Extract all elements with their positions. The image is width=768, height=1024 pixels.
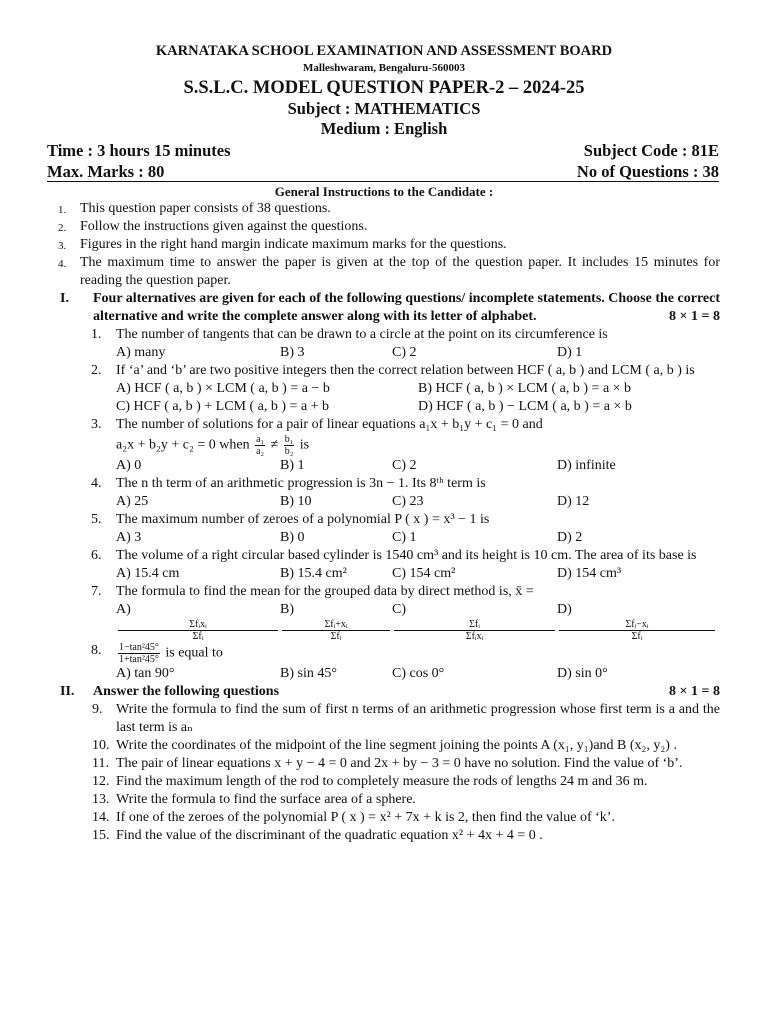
question-13: 13. Write the formula to find the surface area of a sphere. [92, 792, 416, 807]
question-12: 12. Find the maximum length of the rod to completely measure the rods of lengths 24 m and 36 m. [92, 774, 648, 789]
tan-fraction: $\frac{\text{1−tan²45°}}{\text{1+tan²45°}}$ [119, 642, 159, 665]
options-6 [116, 565, 720, 583]
medium-line: Medium : English [320, 119, 448, 138]
option-a: A) 0 [116, 458, 142, 473]
meta-row-marks [47, 162, 719, 182]
time-label: Time : 3 hours 15 minutes [47, 141, 231, 160]
header-divider [47, 181, 719, 182]
ratio-a: $\frac{\text{a₁}}{\text{a₂}}$ [256, 434, 265, 457]
section-2-header [60, 683, 720, 701]
section-instruction: Answer the following questions [93, 684, 280, 699]
options-4 [116, 493, 720, 511]
option-d: D) infinite [557, 458, 616, 473]
option-c: C) 154 cm² [392, 566, 456, 581]
option-c: C) 2 [392, 345, 417, 360]
board-address: Malleshwaram, Bengaluru-560003 [303, 62, 465, 74]
options-1 [116, 344, 720, 362]
option-d: D) 154 cm³ [557, 566, 622, 581]
meta-row-time [47, 141, 719, 161]
instruction-item: 3. Figures in the right hand margin indicate maximum marks for the questions. [58, 237, 507, 252]
section-1-header [60, 290, 720, 326]
option-c: C) Σfᵢ Σfᵢxᵢ [392, 601, 557, 642]
instructions-title: General Instructions to the Candidate : [274, 184, 494, 199]
option-b: B) HCF ( a, b ) × LCM ( a, b ) = a × b [418, 381, 632, 396]
section-number: II. [60, 684, 75, 699]
option-b: B) sin 45° [280, 666, 337, 681]
option-a: A) 3 [116, 530, 142, 545]
option-b: B) 0 [280, 530, 305, 545]
option-c: C) 23 [392, 494, 424, 509]
question-6: 6. The volume of a right circular based cylinder is 1540 cm³ and its height is 10 cm. The area of its base is [91, 548, 697, 563]
options-2-row1 [116, 380, 720, 398]
instruction-item: 2. Follow the instructions given against the questions. [58, 219, 368, 234]
subject-code: Subject Code : 81E [583, 141, 719, 160]
option-b: B) 1 [280, 458, 305, 473]
paper-body [0, 200, 768, 845]
option-a: A) tan 90° [116, 666, 175, 681]
instruction-item: 1. This question paper consists of 38 questions. [58, 201, 331, 216]
instruction-item: 4. The maximum time to answer the paper is given at the top of the question paper. It includes 15 minutes for reading the question paper. [58, 255, 720, 288]
option-c: C) 2 [392, 458, 417, 473]
ratio-b: $\frac{\text{b₁}}{\text{b₂}}$ [284, 434, 294, 457]
question-3: 3. The number of solutions for a pair of linear equations a₁x + b₁y + c₁ = 0 and [91, 417, 543, 432]
option-a: A) many [116, 345, 166, 360]
option-c: C) HCF ( a, b ) + LCM ( a, b ) = a + b [116, 399, 330, 414]
section-number: I. [60, 291, 69, 306]
option-d: D) HCF ( a, b ) − LCM ( a, b ) = a × b [418, 399, 632, 414]
option-d: D) 12 [557, 494, 590, 509]
subject-line: Subject : MATHEMATICS [287, 99, 481, 118]
options-7 [116, 601, 720, 642]
question-2: 2. If ‘a’ and ‘b’ are two positive integers then the correct relation between HCF ( a, b ) and LCM ( a, b ) is [91, 363, 695, 378]
option-b: B) 3 [280, 345, 305, 360]
option-a: A) Σfᵢxᵢ Σfᵢ [116, 601, 280, 642]
option-b: B) 10 [280, 494, 312, 509]
question-14: 14. If one of the zeroes of the polynomial P ( x ) = x² + 7x + k is 2, then find the value of ‘k’. [92, 810, 615, 825]
options-8 [116, 665, 720, 683]
question-3-cont: a₂x + b₂y + c₂ = 0 when $\frac{\text{a₁}}{\text{a₂}}$ ≠ $\frac{\text{b₁}}{\text{b₂}}$ is [116, 434, 310, 457]
options-3 [116, 457, 720, 475]
board-name: KARNATAKA SCHOOL EXAMINATION AND ASSESSMENT BOARD [155, 43, 613, 59]
section-marks: 8 × 1 = 8 [669, 309, 720, 324]
section-marks: 8 × 1 = 8 [669, 684, 720, 699]
max-marks: Max. Marks : 80 [47, 162, 165, 181]
question-10: 10. Write the coordinates of the midpoint of the line segment joining the points A (x₁, y₁)and B (x₂, y₂) . [92, 738, 677, 753]
question-1: 1. The number of tangents that can be drawn to a circle at the point on its circumference is [91, 327, 608, 342]
option-d: D) sin 0° [557, 666, 608, 681]
question-15: 15. Find the value of the discriminant of the quadratic equation x² + 4x + 4 = 0 . [92, 828, 543, 843]
question-5: 5. The maximum number of zeroes of a polynomial P ( x ) = x³ − 1 is [91, 512, 490, 527]
options-2-row2 [116, 398, 720, 416]
option-a: A) 25 [116, 494, 149, 509]
question-11: 11. The pair of linear equations x + y − 4 = 0 and 2x + by − 3 = 0 have no solution. Find the value of ‘b’. [92, 756, 683, 771]
option-b: B) 15.4 cm² [280, 566, 347, 581]
question-8: 8. $\frac{\text{1−tan²45°}}{\text{1+tan²45°}}$ is equal to [91, 642, 223, 665]
question-count: No of Questions : 38 [576, 162, 719, 181]
option-b: B) Σfᵢ+xᵢ Σfᵢ [280, 601, 392, 642]
option-c: C) 1 [392, 530, 417, 545]
option-c: C) cos 0° [392, 666, 445, 681]
options-5 [116, 529, 720, 547]
section-instruction: Four alternatives are given for each of the following questions/ incomplete statements. Choose the correct alternative and write the complete answer along with its letter of alphabet. [93, 291, 720, 324]
option-d: D) Σfᵢ−xᵢ Σfᵢ [557, 601, 717, 642]
question-9: 9. Write the formula to find the sum of first n terms of an arithmetic progression whose first term is a and the last term is aₙ [92, 702, 720, 735]
option-d: D) 2 [557, 530, 583, 545]
option-a: A) HCF ( a, b ) × LCM ( a, b ) = a − b [116, 381, 330, 396]
paper-title: S.S.L.C. MODEL QUESTION PAPER-2 – 2024-25 [183, 78, 585, 98]
question-7: 7. The formula to find the mean for the grouped data by direct method is, x̄ = [91, 584, 534, 599]
question-4: 4. The n th term of an arithmetic progression is 3n − 1. Its 8ᵗʰ term is [91, 476, 486, 491]
option-a: A) 15.4 cm [116, 566, 180, 581]
option-d: D) 1 [557, 345, 583, 360]
